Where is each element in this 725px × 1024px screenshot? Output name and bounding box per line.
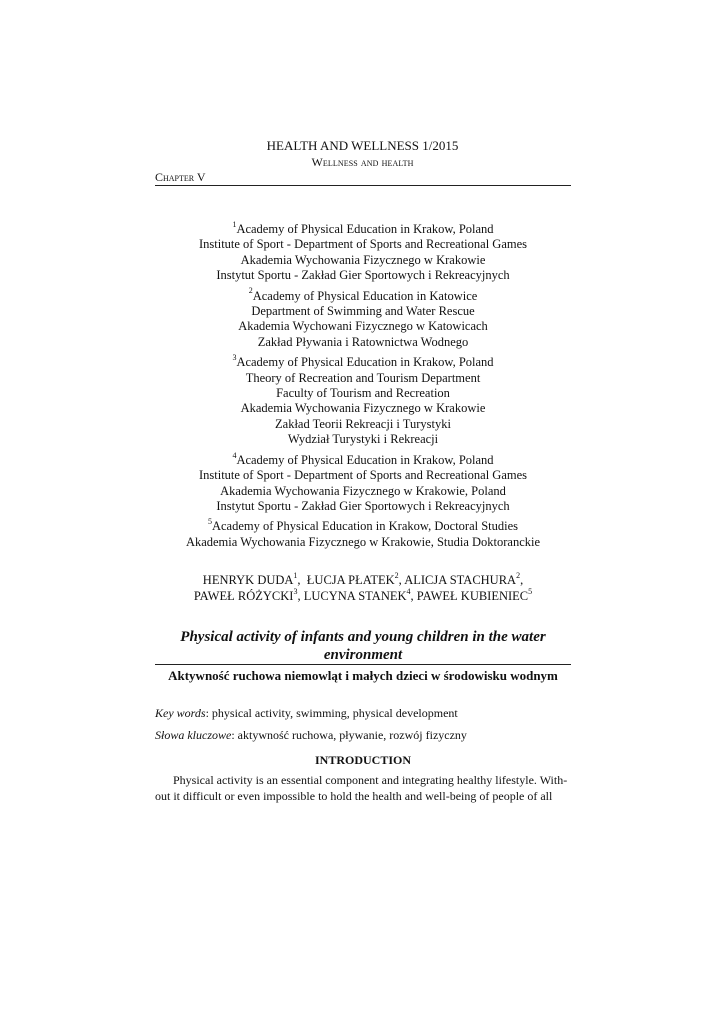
keywords-label: Key words [155, 706, 206, 720]
affiliation-mark: 2 [248, 286, 253, 296]
affiliation-line: Institute of Sport - Department of Sports and Recreational Games [198, 468, 528, 483]
affiliations [140, 219, 586, 555]
affiliation-mark: 1 [232, 219, 237, 229]
keywords-label: Słowa kluczowe [155, 728, 232, 742]
author-name: PAWEŁ RÓŻYCKI [193, 589, 294, 603]
introduction-heading: INTRODUCTION [314, 753, 411, 767]
affiliation-line: Akademia Wychowania Fizycznego w Krakowie, Studia Doktoranckie [185, 534, 541, 549]
affiliation-line: Academy of Physical Education in Krakow, Doctoral Studies [211, 519, 519, 534]
introduction-paragraph [155, 773, 571, 804]
affiliation-line: Instytut Sportu - Zakład Gier Sportowych i Rekreacyjnych [216, 498, 510, 513]
chapter-label: Chapter V [155, 170, 206, 184]
author-mark: 5 [528, 586, 533, 596]
affiliation-line: Wydział Turystyki i Rekreacji [287, 432, 439, 447]
affiliation-line: Akademia Wychowania Fizycznego w Krakowie [240, 401, 486, 416]
affiliation-5 [140, 519, 586, 550]
affiliation-line: Institute of Sport - Department of Sports and Recreational Games [198, 237, 528, 252]
author-list: HENRYK DUDA$^1$, ŁUCJA PŁATEK$^2$, ALICJA STACHURA$^2$, PAWEŁ RÓŻYCKI$^3$, LUCYNA STANEK$^4$, PAWEŁ KUBIENIEC$^5$ [193, 570, 533, 603]
keywords-polish [155, 728, 571, 743]
author-name: ŁUCJA PŁATEK [306, 573, 395, 587]
journal-section: Wellness and health [311, 155, 414, 169]
paper-title [155, 628, 571, 664]
journal-title: HEALTH AND WELLNESS 1/2015 [266, 138, 459, 153]
affiliation-mark: 4 [232, 450, 237, 460]
author-mark: 1 [293, 570, 298, 580]
affiliation-line: Department of Swimming and Water Rescue [251, 304, 475, 319]
affiliation-4 [140, 450, 586, 515]
affiliation-line: Faculty of Tourism and Recreation [276, 386, 450, 401]
paper-title-polish: Aktywność ruchowa niemowląt i małych dzieci w środowisku wodnym [168, 668, 558, 683]
affiliation-mark: 5 [207, 517, 212, 527]
keywords-english [155, 706, 571, 721]
affiliation-line: Academy of Physical Education in Krakow, Poland [236, 355, 494, 370]
author-name: ALICJA STACHURA [404, 573, 517, 587]
affiliation-line: Akademia Wychowania Fizycznego w Krakowie [240, 252, 486, 267]
keywords-text: : physical activity, swimming, physical development [205, 706, 458, 720]
affiliation-line: Zakład Teorii Rekreacji i Turystyki [275, 416, 451, 431]
author-name: LUCYNA STANEK [303, 589, 407, 603]
affiliation-line: Academy of Physical Education in Katowice [252, 288, 478, 303]
affiliation-mark: 3 [232, 353, 237, 363]
affiliation-line: Zakład Pływania i Ratownictwa Wodnego [257, 334, 469, 349]
journal-header [0, 138, 725, 170]
paragraph-line: Physical activity is an essential component and integrating healthy lifestyle. With- [173, 773, 568, 787]
affiliation-line: Academy of Physical Education in Krakow, Poland [236, 452, 494, 467]
author-mark: 3 [293, 586, 298, 596]
paper-title-line: environment [323, 647, 403, 663]
affiliation-3 [140, 355, 586, 447]
header-rule [155, 185, 571, 186]
paragraph-line: out it difficult or even impossible to hold the health and well-being of people of all [155, 788, 553, 803]
affiliation-line: Instytut Sportu - Zakład Gier Sportowych i Rekreacyjnych [216, 268, 510, 283]
affiliation-1 [140, 219, 586, 284]
keywords-text: : aktywność ruchowa, pływanie, rozwój fizyczny [231, 728, 467, 742]
affiliation-line: Theory of Recreation and Tourism Department [245, 370, 481, 385]
affiliation-line: Akademia Wychowania Fizycznego w Krakowie, Poland [220, 483, 506, 498]
author-mark: 2 [394, 570, 399, 580]
affiliation-line: Akademia Wychowani Fizycznego w Katowicach [238, 319, 488, 334]
author-name: PAWEŁ KUBIENIEC [416, 589, 529, 603]
author-mark: 2 [516, 570, 521, 580]
affiliation-2 [140, 286, 586, 351]
author-name: HENRYK DUDA [202, 573, 294, 587]
paper-title-line: Physical activity of infants and young children in the water [180, 629, 546, 645]
title-rule [155, 664, 571, 665]
affiliation-line: Academy of Physical Education in Krakow, Poland [236, 222, 494, 236]
author-mark: 4 [406, 586, 411, 596]
